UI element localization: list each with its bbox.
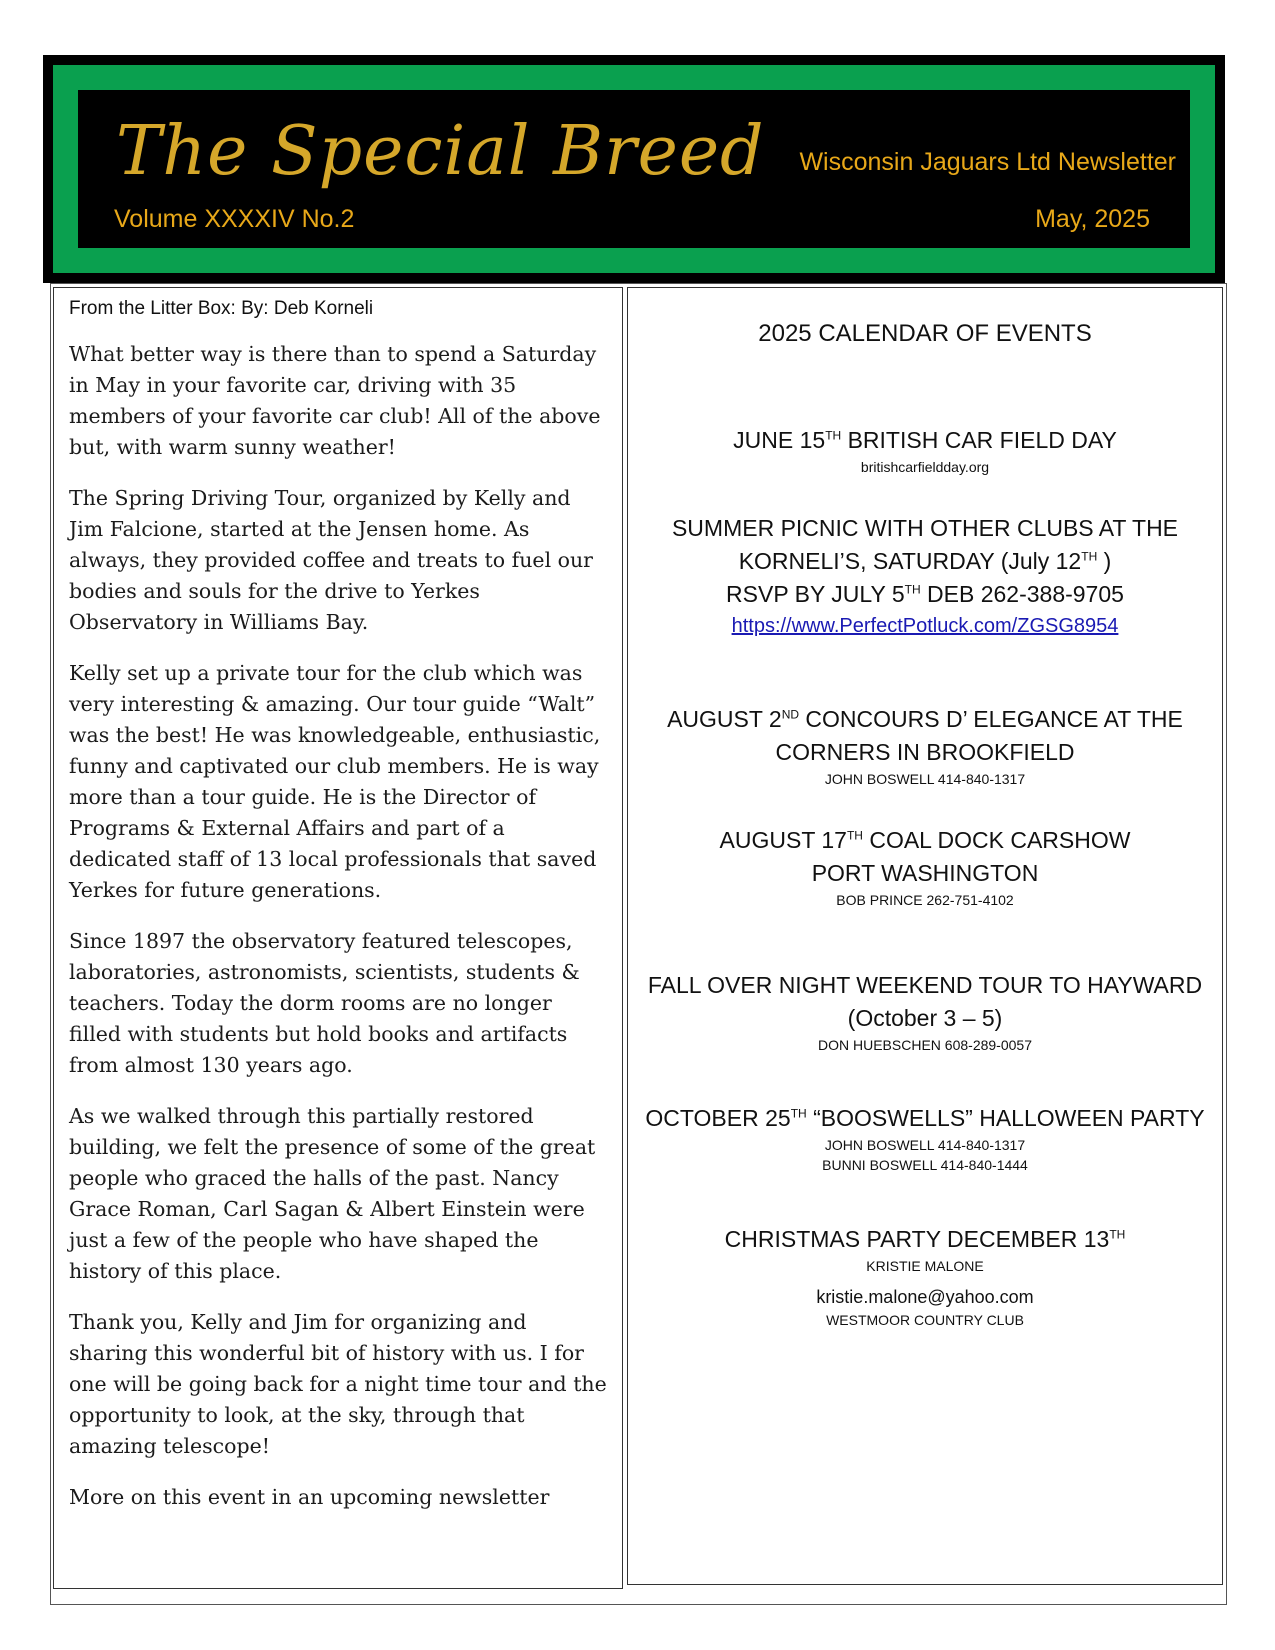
article-paragraph: What better way is there than to spend a Saturday in May in your favorite car, driving with 35 members of your favorite car club! All of the above but, with warm sunny weather! <box>69 342 601 459</box>
newsletter-title: The Special Breed <box>116 112 765 191</box>
event-summer-picnic <box>628 512 1222 641</box>
event-contact: BOB PRINCE 262-751-4102 <box>836 892 1014 908</box>
event-halloween <box>628 1102 1222 1175</box>
event-contact: DON HUEBSCHEN 608-289-0057 <box>818 1037 1032 1053</box>
event-heading: JUNE 15TH BRITISH CAR FIELD DAY <box>733 427 1117 453</box>
event-coal-dock <box>628 824 1222 910</box>
event-contact: JOHN BOSWELL 414-840-1317 <box>824 1137 1026 1153</box>
article-column <box>53 287 623 1589</box>
event-contact: JOHN BOSWELL 414-840-1317 <box>824 771 1026 787</box>
article-byline: From the Litter Box: By: Deb Korneli <box>69 298 374 319</box>
event-heading: AUGUST 2ND CONCOURS D’ ELEGANCE AT THE <box>667 706 1183 732</box>
event-concours <box>628 703 1222 789</box>
calendar-column <box>627 287 1223 1585</box>
article-body <box>69 339 608 1513</box>
article-paragraph: Thank you, Kelly and Jim for organizing and sharing this wonderful bit of history with us. I for one will be going back for a night time tour and the opportunity to look, at the sky, through that amazing telescope! <box>69 1310 607 1458</box>
event-website: britishcarfieldday.org <box>860 459 990 475</box>
volume-number: Volume XXXXIV No.2 <box>114 205 355 233</box>
article-paragraph: The Spring Driving Tour, organized by Kelly and Jim Falcione, started at the Jensen home. As always, they provided coffee and treats to fuel our bodies and souls for the drive to Yerkes Observatory in Williams Bay. <box>69 486 593 634</box>
article-paragraph: Kelly set up a private tour for the club which was very interesting & amazing. Our tour guide “Walt” was the best! He was knowledgeable, enthusiastic, funny and captivated our club members. He is way more than a tour guide. He is the Director of Programs & External Affairs and part of a dedicated staff of 13 local professionals that saved Yerkes for future generations. <box>69 661 601 902</box>
event-heading: PORT WASHINGTON <box>811 860 1039 886</box>
event-venue: WESTMOOR COUNTRY CLUB <box>826 1312 1024 1328</box>
event-contact: KRISTIE MALONE <box>866 1258 984 1274</box>
event-heading: AUGUST 17TH COAL DOCK CARSHOW <box>719 827 1131 853</box>
event-christmas <box>628 1223 1222 1330</box>
masthead-green-border <box>53 65 1215 273</box>
event-rsvp: RSVP BY JULY 5TH DEB 262-388-9705 <box>726 581 1124 607</box>
issue-date: May, 2025 <box>1035 205 1150 233</box>
article-paragraph: As we walked through this partially restored building, we felt the presence of some of the great people who graced the halls of the past. Nancy Grace Roman, Carl Sagan & Albert Einstein were just a few of the people who have shaped the history of this place. <box>69 1104 596 1283</box>
event-heading: CHRISTMAS PARTY DECEMBER 13TH <box>724 1226 1126 1252</box>
article-paragraph: Since 1897 the observatory featured telescopes, laboratories, astronomists, scientists, students & teachers. Today the dorm rooms are no longer filled with students but hold books and artifacts from almost 130 years ago. <box>69 929 580 1077</box>
event-heading: KORNELI’S, SATURDAY (July 12TH ) <box>738 548 1112 574</box>
newsletter-subtitle: Wisconsin Jaguars Ltd Newsletter <box>799 148 1176 176</box>
event-heading: SUMMER PICNIC WITH OTHER CLUBS AT THE <box>671 515 1179 541</box>
event-heading: OCTOBER 25TH “BOOSWELLS” HALLOWEEN PARTY <box>645 1105 1205 1131</box>
event-dates: (October 3 – 5) <box>847 1005 1003 1031</box>
calendar-title: 2025 CALENDAR OF EVENTS <box>758 320 1092 347</box>
potluck-link[interactable]: https://www.PerfectPotluck.com/ZGSG8954 <box>731 615 1119 637</box>
event-field-day <box>628 424 1222 477</box>
masthead <box>43 55 1225 283</box>
event-heading: CORNERS IN BROOKFIELD <box>775 739 1075 765</box>
masthead-inner-panel <box>75 87 1193 251</box>
event-contact: BUNNI BOSWELL 414-840-1444 <box>822 1157 1028 1173</box>
event-heading: FALL OVER NIGHT WEEKEND TOUR TO HAYWARD <box>647 972 1203 998</box>
article-paragraph: More on this event in an upcoming newsletter <box>69 1485 550 1509</box>
event-fall-tour <box>628 969 1222 1055</box>
contact-email: kristie.malone@yahoo.com <box>816 1287 1034 1307</box>
